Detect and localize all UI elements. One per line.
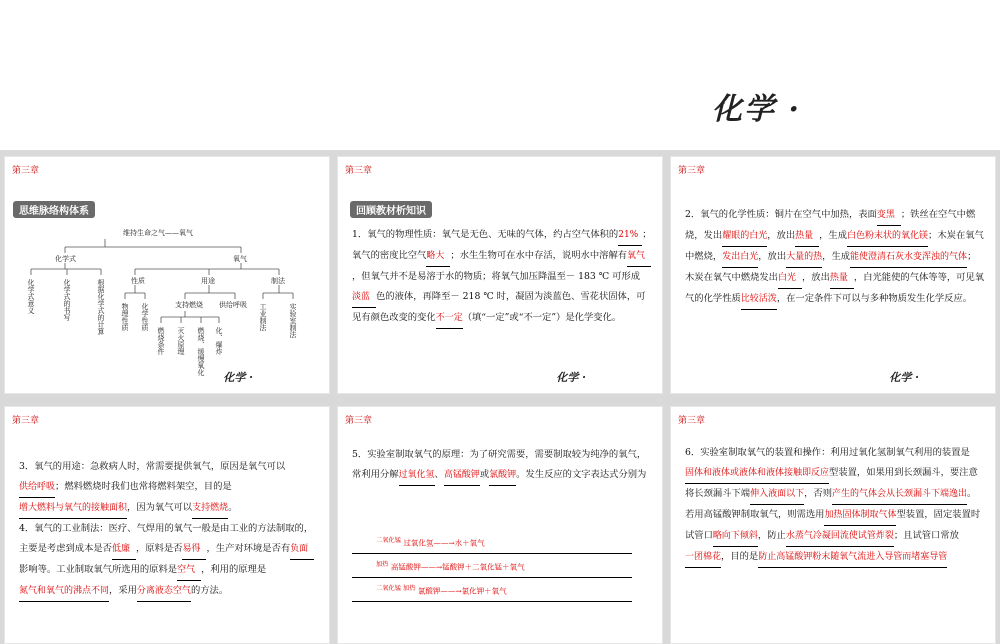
slide-footer: 化学 · [889,371,919,384]
node-slow-oxidation: 燃烧、缓慢氧化 [197,327,205,376]
node-oxygen: 氧气 [233,255,247,263]
slide-thumbnail-1[interactable] [4,156,330,394]
node-chemical-formula: 化学式 [55,255,76,263]
chapter-label: 第三章 [345,166,373,176]
mind-map-diagram [5,219,330,394]
title-banner [0,0,1000,150]
slide-text: 1．氧气的物理性质：氧气是无色、无味的气体，约占空气体积的21% ；氧气的密度比空气略大 ；水生生物可在水中存活，说明水中溶解有氧气，但氧气并不是易溶于水的物质；将氧气加压降温至－ 183 ℃ 可形成淡蓝 色的液体，再降至－ 218 ℃ 时，凝固为淡蓝色、雪花状固体，可见有颜色改变的变化不一定（填“一定”或“不一定”）是化学变化。 [352,225,652,329]
node-formula-meaning: 化学式意义 [27,279,35,314]
chapter-label: 第三章 [678,416,706,426]
slide-thumbnail-4[interactable] [4,406,330,644]
node-support-combustion: 支持燃烧 [175,301,203,309]
slide-thumbnail-6[interactable] [670,406,996,644]
chapter-label: 第三章 [12,416,40,426]
equation-line [352,553,632,554]
node-physical-properties: 物理性质 [121,303,129,331]
section-tag: 思维脉络构体系 [13,201,95,218]
equation-1: $^{二氧化锰}$ 过氧化氢——→水＋氧气 [376,537,485,548]
slide-text: 3．氧气的用途：急救病人时，常需要提供氧气，原因是氧气可以供给呼吸；燃料燃烧时我们也常将燃料架空，目的是增大燃料与氧气的接触面积，因为氧气可以支持燃烧。 4．氧气的工业制法：医疗、气焊用的氧气一般是由工业的方法制取的，主要是考虑到成本是否低廉 ，原料是否易得 ，生产对环境是否有负面影响等。工业制取氧气所选用的原料是空气 ，利用的原理是氮气和氧气的沸点不同，采用分离液态空气的方法。 [19,457,319,602]
node-respiration: 供给呼吸 [219,301,247,309]
slide-thumbnail-3[interactable] [670,156,996,394]
node-burning-conditions: 燃烧条件 [157,327,165,355]
slide-thumbnail-2[interactable] [337,156,663,394]
node-properties: 性质 [131,277,145,285]
equation-line [352,601,632,602]
slide-text: 6．实验室制取氧气的装置和操作：利用过氧化氢制氧气利用的装置是固体和液体或液体和液体接触即反应型装置，如果用到长颈漏斗，要注意将长颈漏斗下端伸入液面以下，否则产生的气体会从长颈漏斗下端逸出。若用高锰酸钾制取氧气，则需选用加热固体制取气体型装置，固定装置时试管口略向下倾斜，防止水蒸气冷凝回流使试管炸裂；且试管口常放一团棉花，目的是防止高锰酸钾粉末随氧气流进入导管而堵塞导管 [685,443,985,568]
chapter-label: 第三章 [678,166,706,176]
section-tag: 回顾教材析知识 [350,201,432,218]
banner-title: 化学 · [712,92,801,127]
slide-text: 2．氧气的化学性质：铜片在空气中加热，表面变黑 ；铁丝在空气中燃烧，发出耀眼的白光，放出热量 ，生成白色粉末状的氧化镁；木炭在氧气中燃烧，发出白光，放出大量的热，生成能使澄清石灰水变浑浊的气体；木炭在氧气中燃烧发出白光 ，放出热量 ，白光能使的气体等等，可见氧气的化学性质比较活泼，在一定条件下可以与多种物质发生化学反应。 [685,205,985,310]
node-preparation: 制法 [271,277,285,285]
equation-3: $^{二氧化锰 加热}$ 氯酸钾——→氯化钾＋氧气 [376,585,507,596]
chapter-label: 第三章 [345,416,373,426]
node-industrial-method: 工业制法 [259,303,267,331]
equation-2: $^{加热}$ 高锰酸钾——→锰酸钾＋二氧化锰＋氧气 [376,561,525,572]
node-extinguishing: 灭火原理 [177,327,185,355]
node-chemical-properties: 化学性质 [141,303,149,331]
slide-footer: 化学 · [556,371,586,384]
equation-line [352,577,632,578]
node-explosion: 化、爆炸 [215,327,223,355]
chapter-label: 第三章 [12,166,40,176]
mind-map-root: 维持生命之气——氧气 [123,229,193,237]
node-formula-calc: 根据化学式的计算 [97,279,105,335]
slide-thumbnail-5[interactable] [337,406,663,644]
node-lab-method: 实验室制法 [289,303,297,338]
node-formula-writing: 化学式的书写 [63,279,71,321]
slide-footer: 化学 · [223,371,253,384]
slide-text: 5．实验室制取氧气的原理：为了研究需要，需要制取较为纯净的氧气，常利用分解过氧化氢、高锰酸钾或氯酸钾。发生反应的文字表达式分别为 [352,445,652,486]
node-uses: 用途 [201,277,215,285]
